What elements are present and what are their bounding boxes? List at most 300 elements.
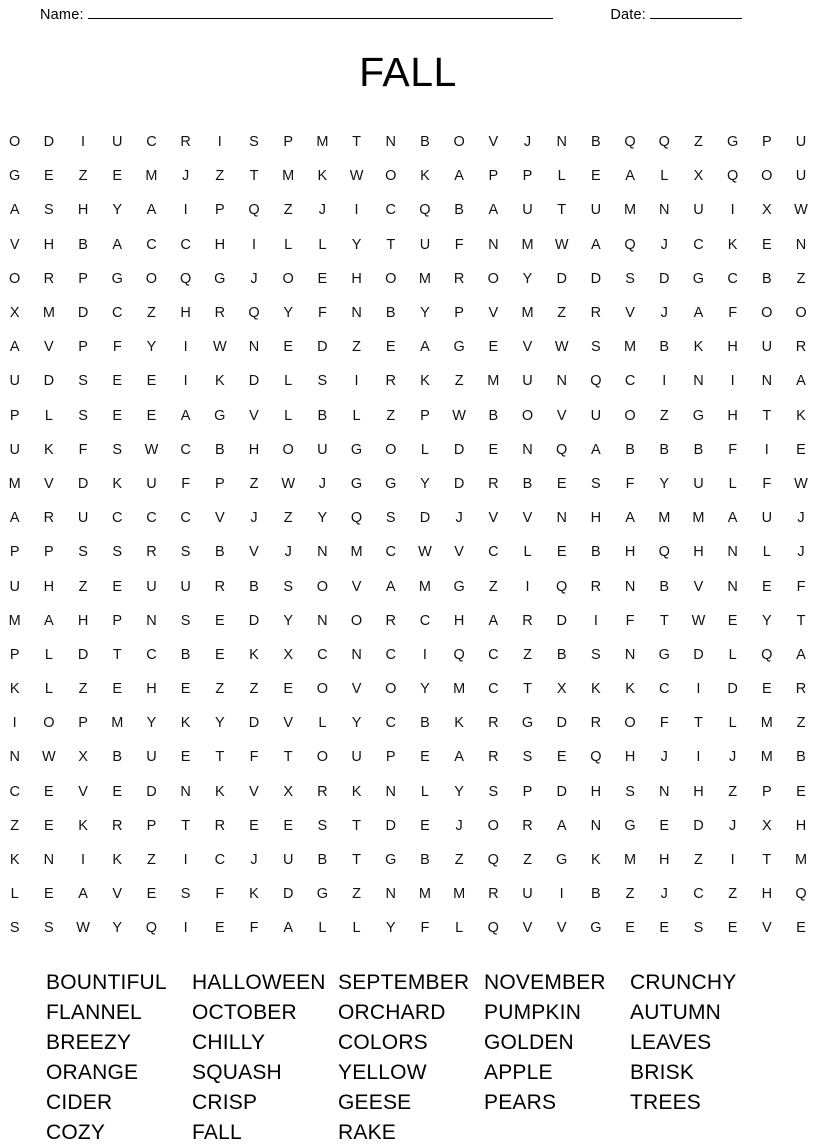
grid-cell[interactable]: B: [591, 886, 602, 903]
grid-cell[interactable]: L: [557, 168, 567, 185]
grid-cell[interactable]: K: [9, 852, 20, 869]
grid-cell[interactable]: M: [487, 373, 500, 390]
grid-cell[interactable]: E: [488, 441, 499, 458]
grid-cell[interactable]: P: [761, 134, 772, 151]
grid-cell[interactable]: I: [764, 441, 770, 458]
grid-cell[interactable]: M: [316, 134, 329, 151]
grid-cell[interactable]: Z: [625, 886, 635, 903]
grid-cell[interactable]: G: [556, 852, 568, 869]
grid-cell[interactable]: I: [730, 202, 735, 219]
grid-cell[interactable]: E: [420, 817, 431, 834]
grid-cell[interactable]: O: [316, 681, 329, 698]
grid-cell[interactable]: M: [692, 510, 705, 527]
grid-cell[interactable]: G: [350, 475, 363, 492]
grid-cell[interactable]: A: [385, 578, 396, 595]
grid-cell[interactable]: Z: [694, 134, 704, 151]
grid-cell[interactable]: L: [762, 544, 772, 561]
grid-cell[interactable]: E: [488, 339, 499, 356]
grid-cell[interactable]: Q: [658, 544, 671, 561]
grid-cell[interactable]: C: [385, 715, 397, 732]
grid-cell[interactable]: T: [523, 681, 533, 698]
grid-cell[interactable]: O: [282, 270, 295, 287]
grid-cell[interactable]: S: [522, 749, 533, 766]
grid-cell[interactable]: O: [350, 612, 363, 629]
grid-cell[interactable]: N: [624, 646, 636, 663]
grid-cell[interactable]: L: [44, 407, 54, 424]
grid-cell[interactable]: O: [316, 749, 329, 766]
grid-cell[interactable]: R: [590, 578, 602, 595]
grid-cell[interactable]: G: [521, 715, 534, 732]
grid-cell[interactable]: I: [183, 202, 188, 219]
grid-cell[interactable]: W: [42, 749, 57, 766]
grid-cell[interactable]: F: [420, 920, 430, 937]
grid-cell[interactable]: N: [659, 202, 670, 219]
grid-cell[interactable]: K: [9, 681, 20, 698]
grid-cell[interactable]: V: [9, 236, 20, 253]
grid-cell[interactable]: T: [249, 168, 259, 185]
grid-cell[interactable]: H: [624, 749, 636, 766]
grid-cell[interactable]: E: [796, 441, 807, 458]
grid-cell[interactable]: G: [214, 270, 226, 287]
grid-cell[interactable]: B: [454, 202, 465, 219]
word-bank-item[interactable]: AUTUMN: [630, 1000, 722, 1024]
grid-cell[interactable]: I: [183, 920, 188, 937]
grid-cell[interactable]: S: [591, 646, 602, 663]
grid-cell[interactable]: X: [761, 817, 772, 834]
grid-cell[interactable]: A: [78, 886, 89, 903]
grid-cell[interactable]: D: [590, 270, 602, 287]
word-bank-item[interactable]: FLANNEL: [46, 1000, 142, 1024]
grid-cell[interactable]: E: [591, 168, 602, 185]
grid-cell[interactable]: J: [660, 236, 669, 253]
grid-cell[interactable]: E: [146, 407, 157, 424]
grid-cell[interactable]: I: [81, 852, 86, 869]
grid-cell[interactable]: B: [180, 646, 191, 663]
grid-cell[interactable]: L: [352, 407, 361, 424]
grid-cell[interactable]: O: [282, 441, 295, 458]
grid-cell[interactable]: Z: [78, 168, 88, 185]
grid-cell[interactable]: H: [146, 681, 157, 698]
grid-cell[interactable]: H: [727, 407, 739, 424]
grid-cell[interactable]: E: [214, 920, 225, 937]
grid-cell[interactable]: E: [796, 783, 807, 800]
grid-cell[interactable]: N: [9, 749, 21, 766]
grid-cell[interactable]: T: [283, 749, 293, 766]
grid-cell[interactable]: U: [795, 168, 807, 185]
grid-cell[interactable]: Q: [658, 134, 671, 151]
grid-cell[interactable]: S: [317, 373, 328, 390]
grid-cell[interactable]: P: [9, 407, 20, 424]
grid-cell[interactable]: A: [283, 920, 294, 937]
grid-cell[interactable]: J: [455, 510, 464, 527]
grid-cell[interactable]: F: [728, 441, 738, 458]
grid-cell[interactable]: F: [625, 612, 635, 629]
grid-cell[interactable]: D: [659, 270, 670, 287]
grid-cell[interactable]: I: [217, 134, 223, 151]
grid-cell[interactable]: G: [453, 578, 466, 595]
word-bank-item[interactable]: SEPTEMBER: [338, 970, 470, 994]
grid-cell[interactable]: D: [317, 339, 328, 356]
grid-cell[interactable]: C: [385, 202, 397, 219]
grid-cell[interactable]: C: [317, 646, 328, 663]
grid-cell[interactable]: C: [385, 646, 397, 663]
grid-cell[interactable]: M: [521, 236, 534, 253]
grid-cell[interactable]: R: [488, 749, 499, 766]
grid-cell[interactable]: N: [351, 646, 363, 663]
grid-cell[interactable]: Q: [453, 646, 466, 663]
grid-cell[interactable]: K: [420, 373, 431, 390]
grid-cell[interactable]: G: [658, 646, 671, 663]
grid-cell[interactable]: P: [146, 817, 157, 834]
grid-cell[interactable]: I: [559, 886, 565, 903]
grid-cell[interactable]: I: [696, 749, 701, 766]
grid-cell[interactable]: K: [317, 168, 328, 185]
grid-cell[interactable]: A: [591, 441, 602, 458]
grid-cell[interactable]: R: [385, 373, 397, 390]
word-bank-item[interactable]: RAKE: [338, 1120, 396, 1144]
grid-cell[interactable]: X: [556, 681, 567, 698]
grid-cell[interactable]: R: [180, 134, 192, 151]
word-bank-item[interactable]: BREEZY: [46, 1030, 132, 1054]
grid-cell[interactable]: Z: [488, 578, 499, 595]
grid-cell[interactable]: Z: [147, 852, 157, 869]
grid-cell[interactable]: R: [522, 612, 534, 629]
grid-cell[interactable]: M: [111, 715, 124, 732]
grid-cell[interactable]: Z: [147, 305, 157, 322]
grid-cell[interactable]: B: [420, 852, 431, 869]
grid-cell[interactable]: I: [12, 715, 18, 732]
grid-cell[interactable]: Q: [487, 852, 500, 869]
grid-cell[interactable]: D: [453, 441, 465, 458]
grid-cell[interactable]: U: [9, 373, 21, 390]
grid-cell[interactable]: U: [761, 339, 773, 356]
grid-cell[interactable]: B: [693, 441, 704, 458]
grid-cell[interactable]: R: [795, 681, 807, 698]
grid-cell[interactable]: W: [281, 475, 296, 492]
grid-cell[interactable]: A: [727, 510, 738, 527]
grid-cell[interactable]: U: [146, 475, 157, 492]
grid-cell[interactable]: A: [146, 202, 157, 219]
grid-cell[interactable]: P: [112, 612, 123, 629]
grid-cell[interactable]: N: [385, 886, 397, 903]
grid-cell[interactable]: F: [454, 236, 464, 253]
grid-cell[interactable]: L: [728, 646, 737, 663]
grid-cell[interactable]: T: [659, 612, 669, 629]
grid-cell[interactable]: N: [248, 339, 260, 356]
grid-cell[interactable]: I: [183, 373, 188, 390]
grid-cell[interactable]: R: [214, 305, 226, 322]
date-write-line[interactable]: [650, 6, 742, 19]
grid-cell[interactable]: J: [797, 510, 805, 527]
grid-cell[interactable]: V: [44, 475, 55, 492]
grid-cell[interactable]: R: [453, 270, 465, 287]
grid-cell[interactable]: O: [385, 168, 397, 185]
grid-cell[interactable]: A: [796, 646, 807, 663]
grid-cell[interactable]: U: [522, 886, 534, 903]
grid-cell[interactable]: Y: [420, 475, 431, 492]
grid-cell[interactable]: U: [795, 134, 807, 151]
grid-cell[interactable]: W: [452, 407, 467, 424]
grid-cell[interactable]: B: [78, 236, 89, 253]
grid-cell[interactable]: L: [728, 715, 737, 732]
grid-cell[interactable]: E: [556, 475, 567, 492]
grid-cell[interactable]: K: [420, 168, 431, 185]
grid-cell[interactable]: X: [283, 783, 294, 800]
grid-cell[interactable]: E: [659, 817, 670, 834]
grid-cell[interactable]: N: [488, 236, 499, 253]
grid-cell[interactable]: Q: [350, 510, 363, 527]
grid-cell[interactable]: J: [318, 202, 327, 219]
grid-cell[interactable]: Z: [454, 373, 464, 390]
grid-cell[interactable]: V: [488, 510, 499, 527]
grid-cell[interactable]: U: [146, 749, 157, 766]
grid-cell[interactable]: H: [248, 441, 260, 458]
grid-cell[interactable]: R: [488, 475, 499, 492]
grid-cell[interactable]: N: [522, 441, 534, 458]
grid-cell[interactable]: M: [521, 305, 534, 322]
grid-cell[interactable]: W: [418, 544, 433, 561]
grid-cell[interactable]: A: [112, 236, 123, 253]
grid-cell[interactable]: Z: [454, 852, 464, 869]
grid-cell[interactable]: L: [660, 168, 669, 185]
grid-cell[interactable]: F: [317, 305, 328, 322]
word-bank-item[interactable]: GEESE: [338, 1090, 412, 1114]
grid-cell[interactable]: H: [77, 202, 89, 219]
grid-cell[interactable]: R: [146, 544, 157, 561]
grid-cell[interactable]: Z: [728, 886, 738, 903]
grid-cell[interactable]: R: [522, 817, 534, 834]
grid-cell[interactable]: C: [112, 510, 123, 527]
grid-cell[interactable]: V: [249, 783, 260, 800]
grid-cell[interactable]: H: [180, 305, 192, 322]
grid-cell[interactable]: R: [214, 578, 226, 595]
grid-cell[interactable]: R: [317, 783, 328, 800]
grid-cell[interactable]: U: [77, 510, 89, 527]
grid-cell[interactable]: I: [81, 134, 86, 151]
grid-cell[interactable]: H: [761, 886, 773, 903]
word-bank-item[interactable]: CRUNCHY: [630, 970, 737, 994]
grid-cell[interactable]: O: [521, 407, 534, 424]
grid-cell[interactable]: K: [249, 886, 260, 903]
grid-cell[interactable]: N: [556, 510, 568, 527]
grid-cell[interactable]: A: [180, 407, 191, 424]
grid-cell[interactable]: Y: [454, 783, 465, 800]
grid-cell[interactable]: V: [44, 339, 55, 356]
grid-cell[interactable]: O: [316, 578, 329, 595]
grid-cell[interactable]: D: [77, 305, 89, 322]
grid-cell[interactable]: S: [112, 441, 123, 458]
grid-cell[interactable]: X: [693, 168, 704, 185]
grid-cell[interactable]: C: [624, 373, 636, 390]
grid-cell[interactable]: K: [112, 852, 123, 869]
grid-cell[interactable]: Z: [796, 270, 806, 287]
grid-cell[interactable]: O: [145, 270, 158, 287]
grid-cell[interactable]: M: [42, 305, 56, 322]
grid-cell[interactable]: E: [659, 920, 670, 937]
word-bank-item[interactable]: OCTOBER: [192, 1000, 297, 1024]
grid-cell[interactable]: N: [693, 373, 704, 390]
grid-cell[interactable]: E: [317, 270, 328, 287]
grid-cell[interactable]: T: [762, 407, 772, 424]
grid-cell[interactable]: M: [658, 510, 671, 527]
grid-cell[interactable]: V: [249, 407, 260, 424]
grid-cell[interactable]: S: [488, 783, 499, 800]
grid-cell[interactable]: Q: [795, 886, 807, 903]
grid-cell[interactable]: W: [554, 236, 569, 253]
grid-cell[interactable]: M: [794, 852, 808, 869]
grid-cell[interactable]: H: [659, 852, 670, 869]
grid-cell[interactable]: N: [795, 236, 807, 253]
grid-cell[interactable]: F: [249, 920, 259, 937]
grid-cell[interactable]: B: [522, 475, 533, 492]
grid-cell[interactable]: U: [693, 202, 704, 219]
grid-cell[interactable]: L: [284, 373, 293, 390]
grid-cell[interactable]: Z: [215, 681, 225, 698]
grid-cell[interactable]: Z: [386, 407, 396, 424]
grid-cell[interactable]: K: [693, 339, 704, 356]
grid-cell[interactable]: G: [214, 407, 226, 424]
grid-cell[interactable]: W: [691, 612, 706, 629]
grid-cell[interactable]: O: [9, 134, 21, 151]
grid-cell[interactable]: D: [385, 817, 397, 834]
grid-cell[interactable]: C: [488, 681, 499, 698]
grid-cell[interactable]: J: [660, 749, 669, 766]
grid-cell[interactable]: U: [590, 407, 602, 424]
grid-cell[interactable]: F: [215, 886, 225, 903]
grid-cell[interactable]: B: [796, 749, 807, 766]
grid-cell[interactable]: L: [455, 920, 464, 937]
grid-cell[interactable]: N: [351, 305, 363, 322]
word-bank-item[interactable]: PUMPKIN: [484, 1000, 582, 1024]
word-bank-item[interactable]: PEARS: [484, 1090, 557, 1114]
grid-cell[interactable]: A: [591, 236, 602, 253]
grid-cell[interactable]: W: [794, 475, 809, 492]
grid-cell[interactable]: B: [591, 134, 602, 151]
grid-cell[interactable]: E: [146, 373, 157, 390]
grid-cell[interactable]: Z: [694, 852, 704, 869]
grid-cell[interactable]: Y: [112, 920, 123, 937]
grid-cell[interactable]: C: [727, 270, 739, 287]
grid-cell[interactable]: O: [487, 270, 500, 287]
grid-cell[interactable]: V: [761, 920, 772, 937]
grid-cell[interactable]: E: [761, 236, 772, 253]
grid-cell[interactable]: O: [761, 168, 773, 185]
grid-cell[interactable]: V: [522, 510, 533, 527]
grid-cell[interactable]: S: [693, 920, 704, 937]
grid-cell[interactable]: R: [488, 886, 499, 903]
grid-cell[interactable]: J: [660, 886, 669, 903]
grid-cell[interactable]: Z: [215, 168, 225, 185]
grid-cell[interactable]: G: [726, 134, 739, 151]
grid-cell[interactable]: S: [112, 544, 123, 561]
grid-cell[interactable]: G: [692, 270, 705, 287]
grid-cell[interactable]: N: [317, 612, 328, 629]
grid-cell[interactable]: K: [214, 373, 225, 390]
grid-cell[interactable]: Y: [420, 305, 431, 322]
grid-cell[interactable]: B: [659, 578, 670, 595]
grid-cell[interactable]: B: [488, 407, 499, 424]
word-bank-item[interactable]: LEAVES: [630, 1030, 712, 1054]
grid-cell[interactable]: C: [214, 852, 226, 869]
grid-cell[interactable]: H: [214, 236, 226, 253]
grid-cell[interactable]: U: [761, 510, 773, 527]
grid-cell[interactable]: D: [43, 134, 55, 151]
grid-cell[interactable]: G: [590, 920, 602, 937]
grid-cell[interactable]: U: [590, 202, 602, 219]
grid-cell[interactable]: C: [419, 612, 431, 629]
grid-cell[interactable]: Z: [249, 681, 259, 698]
grid-cell[interactable]: K: [454, 715, 465, 732]
grid-cell[interactable]: V: [488, 134, 499, 151]
grid-cell[interactable]: K: [591, 681, 602, 698]
grid-cell[interactable]: M: [145, 168, 158, 185]
grid-cell[interactable]: M: [418, 578, 432, 595]
grid-cell[interactable]: Y: [146, 715, 157, 732]
grid-cell[interactable]: S: [78, 407, 89, 424]
grid-cell[interactable]: H: [693, 783, 704, 800]
grid-cell[interactable]: D: [693, 646, 704, 663]
grid-cell[interactable]: J: [182, 168, 190, 185]
grid-cell[interactable]: M: [624, 202, 637, 219]
grid-cell[interactable]: T: [386, 236, 396, 253]
grid-cell[interactable]: R: [590, 715, 602, 732]
grid-cell[interactable]: A: [488, 202, 499, 219]
grid-cell[interactable]: Y: [385, 920, 396, 937]
grid-cell[interactable]: C: [385, 544, 397, 561]
grid-cell[interactable]: B: [625, 441, 636, 458]
grid-cell[interactable]: T: [694, 715, 704, 732]
grid-cell[interactable]: T: [352, 134, 362, 151]
grid-cell[interactable]: Q: [419, 202, 431, 219]
grid-cell[interactable]: Q: [624, 236, 637, 253]
grid-cell[interactable]: E: [214, 646, 225, 663]
grid-cell[interactable]: M: [624, 852, 637, 869]
grid-cell[interactable]: P: [214, 202, 225, 219]
grid-cell[interactable]: E: [556, 544, 567, 561]
grid-cell[interactable]: K: [180, 715, 191, 732]
grid-cell[interactable]: E: [625, 920, 636, 937]
grid-cell[interactable]: K: [112, 475, 123, 492]
grid-cell[interactable]: E: [727, 612, 738, 629]
grid-cell[interactable]: O: [9, 270, 21, 287]
grid-cell[interactable]: I: [696, 681, 701, 698]
grid-cell[interactable]: P: [283, 134, 294, 151]
grid-cell[interactable]: O: [487, 817, 500, 834]
grid-cell[interactable]: D: [453, 475, 465, 492]
grid-cell[interactable]: G: [350, 441, 363, 458]
grid-cell[interactable]: Z: [78, 578, 88, 595]
grid-cell[interactable]: Z: [728, 783, 738, 800]
grid-cell[interactable]: A: [9, 510, 20, 527]
word-bank-item[interactable]: CRISP: [192, 1090, 258, 1114]
grid-cell[interactable]: E: [249, 817, 260, 834]
grid-cell[interactable]: P: [78, 715, 89, 732]
grid-cell[interactable]: D: [556, 783, 568, 800]
grid-cell[interactable]: K: [249, 646, 260, 663]
grid-cell[interactable]: S: [78, 544, 89, 561]
grid-cell[interactable]: T: [112, 646, 122, 663]
grid-cell[interactable]: R: [43, 270, 55, 287]
grid-cell[interactable]: Q: [556, 578, 568, 595]
grid-cell[interactable]: G: [385, 852, 397, 869]
grid-cell[interactable]: I: [251, 236, 257, 253]
grid-cell[interactable]: K: [591, 852, 602, 869]
grid-cell[interactable]: T: [352, 817, 362, 834]
grid-cell[interactable]: U: [522, 202, 534, 219]
grid-cell[interactable]: E: [761, 578, 772, 595]
grid-cell[interactable]: N: [590, 817, 602, 834]
grid-cell[interactable]: J: [729, 749, 737, 766]
